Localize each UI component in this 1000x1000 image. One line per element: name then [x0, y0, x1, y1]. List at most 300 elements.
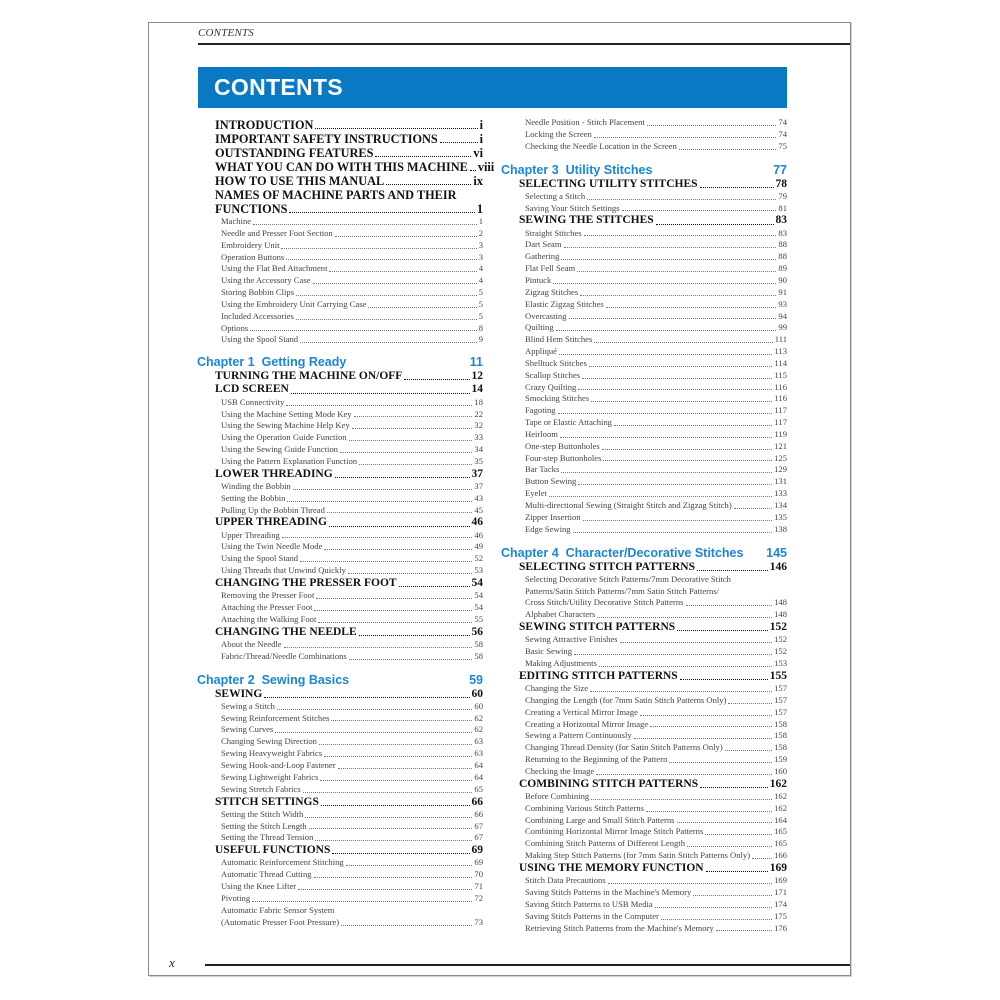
dot-leader [564, 247, 777, 248]
toc-subsection[interactable] [197, 311, 483, 323]
toc-page-number: 160 [774, 765, 787, 776]
toc-page-number: 152 [774, 646, 787, 657]
toc-page-number: 88 [778, 251, 787, 262]
toc-page-number: 129 [774, 464, 787, 475]
toc-entry-title: Using the Pattern Explanation Function [221, 455, 358, 466]
spacer [197, 663, 483, 672]
toc-subsection[interactable] [501, 586, 787, 598]
dot-leader [320, 780, 472, 781]
toc-subsection[interactable] [197, 432, 483, 444]
toc-page-number: 71 [474, 881, 483, 892]
dot-leader [315, 840, 472, 841]
toc-page-number: 52 [474, 553, 483, 564]
toc-entry-title: Checking the Needle Location in the Screen [525, 140, 677, 151]
toc-subsection[interactable] [501, 791, 787, 803]
toc-entry-title: Shelltuck Stitches [525, 357, 587, 368]
toc-section[interactable] [501, 862, 787, 875]
toc-subsection[interactable] [501, 826, 787, 838]
toc-entry-title: Using Threads that Unwind Quickly [221, 565, 346, 576]
toc-page-number: i [479, 118, 483, 132]
toc-entry-title: Changing Thread Density (for Satin Stitch Patterns Only) [525, 742, 723, 753]
toc-subsection[interactable] [501, 730, 787, 742]
toc-page-number: 4 [478, 263, 483, 274]
toc-page-number: 12 [471, 370, 483, 383]
toc-page-number: 155 [769, 669, 787, 682]
dot-leader [646, 811, 772, 812]
toc-section[interactable] [501, 621, 787, 634]
toc-section[interactable] [197, 383, 483, 396]
dot-leader [318, 622, 472, 623]
toc-entry-title: Creating a Horizontal Mirror Image [525, 718, 649, 729]
toc-entry-title: Sewing Lightweight Fabrics [221, 771, 319, 782]
toc-section[interactable] [501, 670, 787, 683]
toc-entry-title: Scallop Stitches [525, 369, 581, 380]
toc-page-number: 2 [478, 227, 483, 238]
toc-page-number: 164 [774, 814, 787, 825]
toc-section[interactable] [501, 178, 787, 191]
dot-leader [286, 259, 476, 260]
toc-subsection[interactable] [197, 530, 483, 542]
dot-leader [669, 762, 772, 763]
toc-section[interactable] [197, 370, 483, 383]
toc-entry-title: Sewing a Stitch [221, 700, 275, 711]
dot-leader [686, 605, 773, 606]
toc-subsection[interactable] [501, 117, 787, 129]
toc-subsection[interactable] [197, 287, 483, 299]
toc-subsection[interactable] [197, 760, 483, 772]
dot-leader [677, 630, 768, 631]
toc-subsection[interactable] [197, 809, 483, 821]
toc-subsection[interactable] [197, 505, 483, 517]
page-number: x [169, 955, 175, 970]
toc-page-number: 67 [474, 820, 483, 831]
dot-leader [640, 715, 772, 716]
dot-leader [289, 212, 474, 213]
dot-leader [677, 822, 773, 823]
dot-leader [561, 472, 772, 473]
toc-subsection[interactable] [197, 857, 483, 869]
toc-subsection[interactable] [501, 683, 787, 695]
toc-entry-title: Overcasting [525, 310, 567, 321]
toc-subsection[interactable] [501, 322, 787, 334]
chapter-3-heading[interactable] [501, 162, 787, 178]
toc-subsection[interactable] [197, 590, 483, 602]
toc-page-number: 74 [778, 117, 787, 127]
dot-leader [608, 883, 772, 884]
toc-subsection[interactable] [501, 299, 787, 311]
toc-entry-title: Combining Stitch Patterns of Different Length [525, 838, 685, 849]
dot-leader [578, 389, 772, 390]
toc-subsection[interactable] [197, 748, 483, 760]
toc-subsection[interactable] [501, 228, 787, 240]
toc-page-number: 135 [774, 511, 787, 522]
toc-subsection[interactable] [197, 713, 483, 725]
footer-rule [205, 964, 850, 966]
toc-entry-title: Using the Flat Bed Attachment [221, 263, 328, 274]
chapter-4-heading[interactable] [501, 545, 787, 561]
dot-leader [291, 393, 470, 394]
toc-subsection[interactable] [501, 597, 787, 609]
toc-entry-title: Blind Hem Stitches [525, 334, 593, 345]
toc-entry-title: Saving Your Stitch Settings [525, 202, 620, 213]
toc-page-number: 64 [474, 760, 483, 770]
toc-section[interactable] [197, 844, 483, 857]
toc-entry-title: Pulling Up the Bobbin Thread [221, 504, 325, 515]
toc-subsection[interactable] [501, 239, 787, 251]
toc-subsection[interactable] [197, 639, 483, 651]
toc-section[interactable] [501, 561, 787, 574]
toc-entry-title: Using the Sewing Guide Function [221, 444, 338, 455]
toc-entry-title: Checking the Image [525, 765, 595, 776]
toc-entry-title: One-step Buttonholes [525, 440, 600, 451]
toc-page-number: 70 [474, 869, 483, 880]
toc-subsection[interactable] [501, 429, 787, 441]
toc-subsection[interactable] [197, 869, 483, 881]
toc-subsection[interactable] [501, 141, 787, 153]
toc-subsection[interactable] [501, 719, 787, 731]
toc-entry-title: Patterns/Satin Stitch Patterns/7mm Satin Stitch Patterns/ [525, 585, 720, 596]
toc-subsection[interactable] [501, 803, 787, 815]
toc-subsection[interactable] [197, 893, 483, 905]
toc-subsection[interactable] [197, 772, 483, 784]
toc-page-number: 37 [471, 467, 483, 480]
chapter-page-number: 77 [773, 162, 787, 177]
toc-page-number: 5 [478, 298, 483, 309]
toc-page-number: 64 [474, 771, 483, 782]
toc-subsection[interactable] [197, 832, 483, 844]
toc-page-number: 111 [774, 334, 787, 345]
toc-page-number: 159 [774, 754, 787, 765]
toc-subsection[interactable] [501, 334, 787, 346]
toc-page-number: 5 [478, 310, 483, 321]
toc-subsection[interactable] [197, 784, 483, 796]
toc-front-entry[interactable] [197, 174, 483, 188]
toc-subsection[interactable] [197, 917, 483, 929]
toc-front-entry[interactable] [197, 202, 483, 216]
toc-subsection[interactable] [197, 701, 483, 713]
toc-page-number: 55 [474, 613, 483, 624]
toc-subsection[interactable] [197, 905, 483, 917]
toc-page-number: 158 [774, 742, 787, 753]
chapter-2-heading[interactable] [197, 672, 483, 688]
toc-entry-title: Bar Tacks [525, 464, 560, 475]
toc-subsection[interactable] [501, 875, 787, 887]
toc-section[interactable] [197, 688, 483, 701]
dot-leader [338, 768, 473, 769]
toc-subsection[interactable] [197, 240, 483, 252]
toc-page-number: 65 [474, 783, 483, 794]
dot-leader [553, 283, 776, 284]
dot-leader [359, 635, 470, 636]
toc-subsection[interactable] [501, 707, 787, 719]
toc-entry-title: Using the Embroidery Unit Carrying Case [221, 298, 367, 309]
toc-subsection[interactable] [197, 397, 483, 409]
toc-subsection[interactable] [197, 724, 483, 736]
dot-leader [287, 501, 472, 502]
toc-section[interactable] [501, 214, 787, 227]
toc-subsection[interactable] [501, 488, 787, 500]
toc-entry-title: Eyelet [525, 488, 547, 499]
toc-page-number: 162 [774, 790, 787, 801]
toc-page-number: 32 [474, 420, 483, 431]
toc-subsection[interactable] [501, 370, 787, 382]
toc-subsection[interactable] [197, 299, 483, 311]
dot-leader [300, 342, 477, 343]
toc-entry-title: FUNCTIONS [215, 202, 288, 216]
toc-subsection[interactable] [501, 393, 787, 405]
toc-entry-title: Changing the Length (for 7mm Satin Stitch Patterns Only) [525, 694, 727, 705]
toc-page-number: 113 [774, 346, 787, 357]
dot-leader [331, 720, 472, 721]
toc-page-number: 166 [774, 850, 787, 861]
toc-page-number: 8 [478, 322, 483, 333]
toc-page-number: 63 [474, 736, 483, 747]
toc-page-number: 46 [474, 529, 483, 540]
dot-leader [329, 271, 476, 272]
toc-page-number: 91 [778, 286, 787, 297]
toc-subsection[interactable] [197, 651, 483, 663]
dot-leader [594, 137, 777, 138]
toc-section[interactable] [197, 796, 483, 809]
toc-page-number: 9 [478, 334, 483, 345]
toc-entry-title: Storing Bobbin Clips [221, 287, 295, 298]
dot-leader [589, 366, 773, 367]
chapter-title: Chapter 1 Getting Ready [197, 355, 347, 370]
toc-subsection[interactable] [501, 524, 787, 536]
toc-subsection[interactable] [501, 500, 787, 512]
dot-leader [324, 756, 472, 757]
toc-subsection[interactable] [197, 228, 483, 240]
toc-page-number: i [479, 132, 483, 146]
toc-entry-title: UPPER THREADING [215, 516, 327, 529]
toc-entry-title: Embroidery Unit [221, 239, 280, 250]
dot-leader [560, 437, 772, 438]
toc-subsection[interactable] [501, 887, 787, 899]
toc-page-number: 58 [474, 638, 483, 649]
toc-subsection[interactable] [197, 553, 483, 565]
toc-page-number: 75 [778, 140, 787, 151]
dot-leader [597, 617, 772, 618]
chapter-page-number: 11 [469, 355, 483, 370]
dot-leader [656, 224, 774, 225]
toc-entry-title: Multi-directional Sewing (Straight Stitch and Zigzag Stitch) [525, 500, 732, 510]
toc-subsection[interactable] [197, 821, 483, 833]
toc-entry-title: OUTSTANDING FEATURES [215, 146, 374, 160]
toc-page-number: 69 [471, 844, 483, 857]
toc-subsection[interactable] [501, 417, 787, 429]
toc-subsection[interactable] [197, 541, 483, 553]
dot-leader [582, 378, 772, 379]
toc-entry-title: USEFUL FUNCTIONS [215, 844, 331, 857]
toc-subsection[interactable] [197, 216, 483, 228]
toc-front-entry[interactable] [197, 146, 483, 160]
toc-subsection[interactable] [197, 736, 483, 748]
toc-entry-title: Using the Knee Lifter [221, 881, 297, 892]
toc-subsection[interactable] [501, 441, 787, 453]
toc-page-number: 119 [774, 428, 787, 439]
toc-entry-title: Tape or Elastic Attaching [525, 417, 612, 428]
toc-entry-title: Using the Spool Stand [221, 553, 299, 564]
toc-subsection[interactable] [501, 646, 787, 658]
toc-subsection[interactable] [501, 911, 787, 923]
toc-page-number: 117 [774, 405, 787, 416]
toc-entry-title: Saving Stitch Patterns to USB Media [525, 898, 653, 909]
dot-leader [252, 901, 472, 902]
toc-page-number: 146 [769, 560, 787, 573]
toc-entry-title: Crazy Quilting [525, 381, 577, 392]
toc-entry-title: SEWING THE STITCHES [519, 214, 654, 227]
dot-leader [335, 477, 470, 478]
toc-entry-title: STITCH SETTINGS [215, 795, 319, 808]
toc-entry-title: Automatic Reinforcement Stitching [221, 857, 344, 868]
toc-subsection[interactable] [501, 609, 787, 621]
toc-page-number: 169 [769, 861, 787, 874]
toc-entry-title: Button Sewing [525, 476, 577, 487]
toc-front-entry[interactable] [197, 160, 495, 174]
toc-subsection[interactable] [501, 815, 787, 827]
toc-subsection[interactable] [501, 899, 787, 911]
toc-page-number: 62 [474, 712, 483, 723]
toc-entry-title: Changing Sewing Direction [221, 736, 317, 747]
chapter-1-heading[interactable] [197, 354, 483, 370]
toc-front-entry[interactable] [197, 132, 483, 146]
toc-entry-title: Zigzag Stitches [525, 286, 579, 297]
toc-subsection[interactable] [197, 602, 483, 614]
toc-subsection[interactable] [501, 129, 787, 141]
toc-subsection[interactable] [501, 191, 787, 203]
toc-page-number: 88 [778, 239, 787, 250]
toc-subsection[interactable] [501, 405, 787, 417]
toc-entry-title: Straight Stitches [525, 227, 582, 238]
toc-page-number: 169 [774, 875, 787, 886]
toc-subsection[interactable] [501, 287, 787, 299]
toc-subsection[interactable] [197, 420, 483, 432]
toc-subsection[interactable] [501, 695, 787, 707]
toc-subsection[interactable] [501, 311, 787, 323]
toc-page-number: 176 [774, 922, 787, 933]
dot-leader [587, 199, 776, 200]
toc-subsection[interactable] [501, 574, 787, 586]
toc-subsection[interactable] [501, 346, 787, 358]
toc-page-number: 5 [478, 287, 483, 298]
toc-subsection[interactable] [501, 453, 787, 465]
toc-subsection[interactable] [197, 456, 483, 468]
toc-page-number: 162 [769, 777, 787, 790]
toc-subsection[interactable] [501, 754, 787, 766]
toc-entry-title: Basic Sewing [525, 646, 573, 657]
dot-leader [558, 413, 773, 414]
toc-entry-title: Setting the Stitch Length [221, 820, 307, 831]
toc-page-number: 74 [778, 128, 787, 139]
toc-subsection[interactable] [501, 263, 787, 275]
chapter-page-number: 145 [766, 545, 787, 560]
toc-front-entry[interactable] [197, 188, 483, 202]
toc-section[interactable] [197, 516, 483, 529]
toc-subsection[interactable] [501, 634, 787, 646]
toc-subsection[interactable] [197, 565, 483, 577]
toc-page-number: 83 [775, 214, 787, 227]
toc-subsection[interactable] [501, 275, 787, 287]
toc-page-number: 157 [774, 694, 787, 705]
toc-entry-title: SELECTING STITCH PATTERNS [519, 560, 695, 573]
toc-entry-title: Combining Various Stitch Patterns [525, 802, 644, 813]
toc-subsection[interactable] [501, 838, 787, 850]
toc-subsection[interactable] [501, 742, 787, 754]
toc-subsection[interactable] [501, 251, 787, 263]
dot-leader [282, 537, 473, 538]
toc-section[interactable] [197, 468, 483, 481]
toc-entry-title: Included Accessories [221, 310, 294, 321]
dot-leader [559, 354, 772, 355]
toc-subsection[interactable] [197, 881, 483, 893]
dot-leader [591, 799, 772, 800]
toc-entry-title: Fabric/Thread/Needle Combinations [221, 650, 347, 661]
toc-subsection[interactable] [501, 923, 787, 935]
dot-leader [440, 142, 478, 143]
toc-subsection[interactable] [197, 323, 483, 335]
toc-subsection[interactable] [501, 358, 787, 370]
dot-leader [404, 379, 469, 380]
dot-leader [680, 679, 768, 680]
toc-subsection[interactable] [197, 334, 483, 346]
dot-leader [622, 210, 777, 211]
toc-subsection[interactable] [197, 493, 483, 505]
toc-subsection[interactable] [501, 658, 787, 670]
toc-page-number: 34 [474, 444, 483, 455]
toc-page-number: 115 [774, 369, 787, 380]
toc-section[interactable] [197, 626, 483, 639]
dot-leader [470, 170, 476, 171]
spacer [501, 153, 787, 162]
dot-leader [324, 549, 472, 550]
toc-section[interactable] [197, 577, 483, 590]
toc-section[interactable] [501, 778, 787, 791]
toc-subsection[interactable] [501, 476, 787, 488]
toc-subsection[interactable] [197, 444, 483, 456]
toc-page-number: 153 [774, 657, 787, 668]
dot-leader [700, 787, 768, 788]
toc-entry-title: Using the Sewing Machine Help Key [221, 420, 350, 431]
toc-subsection[interactable] [197, 409, 483, 421]
toc-subsection[interactable] [501, 464, 787, 476]
toc-entry-title: Sewing Curves [221, 724, 274, 735]
toc-subsection[interactable] [197, 252, 483, 264]
toc-subsection[interactable] [501, 512, 787, 524]
dot-leader [561, 259, 776, 260]
toc-subsection[interactable] [197, 481, 483, 493]
toc-subsection[interactable] [501, 203, 787, 215]
dot-leader [314, 610, 472, 611]
toc-page-number: 1 [476, 202, 483, 216]
toc-column-left [197, 118, 495, 929]
toc-page-number: 148 [774, 609, 787, 620]
toc-subsection[interactable] [501, 766, 787, 778]
toc-subsection[interactable] [501, 850, 787, 862]
toc-entry-title: Sewing Reinforcement Stitches [221, 712, 330, 723]
toc-subsection[interactable] [197, 275, 483, 287]
toc-front-entry[interactable] [197, 118, 483, 132]
toc-entry-title: Using the Twin Needle Mode [221, 541, 323, 552]
dot-leader [341, 925, 472, 926]
toc-subsection[interactable] [197, 614, 483, 626]
toc-page-number: 78 [775, 177, 787, 190]
toc-page-number: 79 [778, 190, 787, 201]
toc-subsection[interactable] [501, 382, 787, 394]
toc-subsection[interactable] [197, 263, 483, 275]
toc-page-number: 72 [474, 892, 483, 903]
toc-page-number: 158 [774, 718, 787, 729]
toc-page-number: 66 [474, 808, 483, 819]
